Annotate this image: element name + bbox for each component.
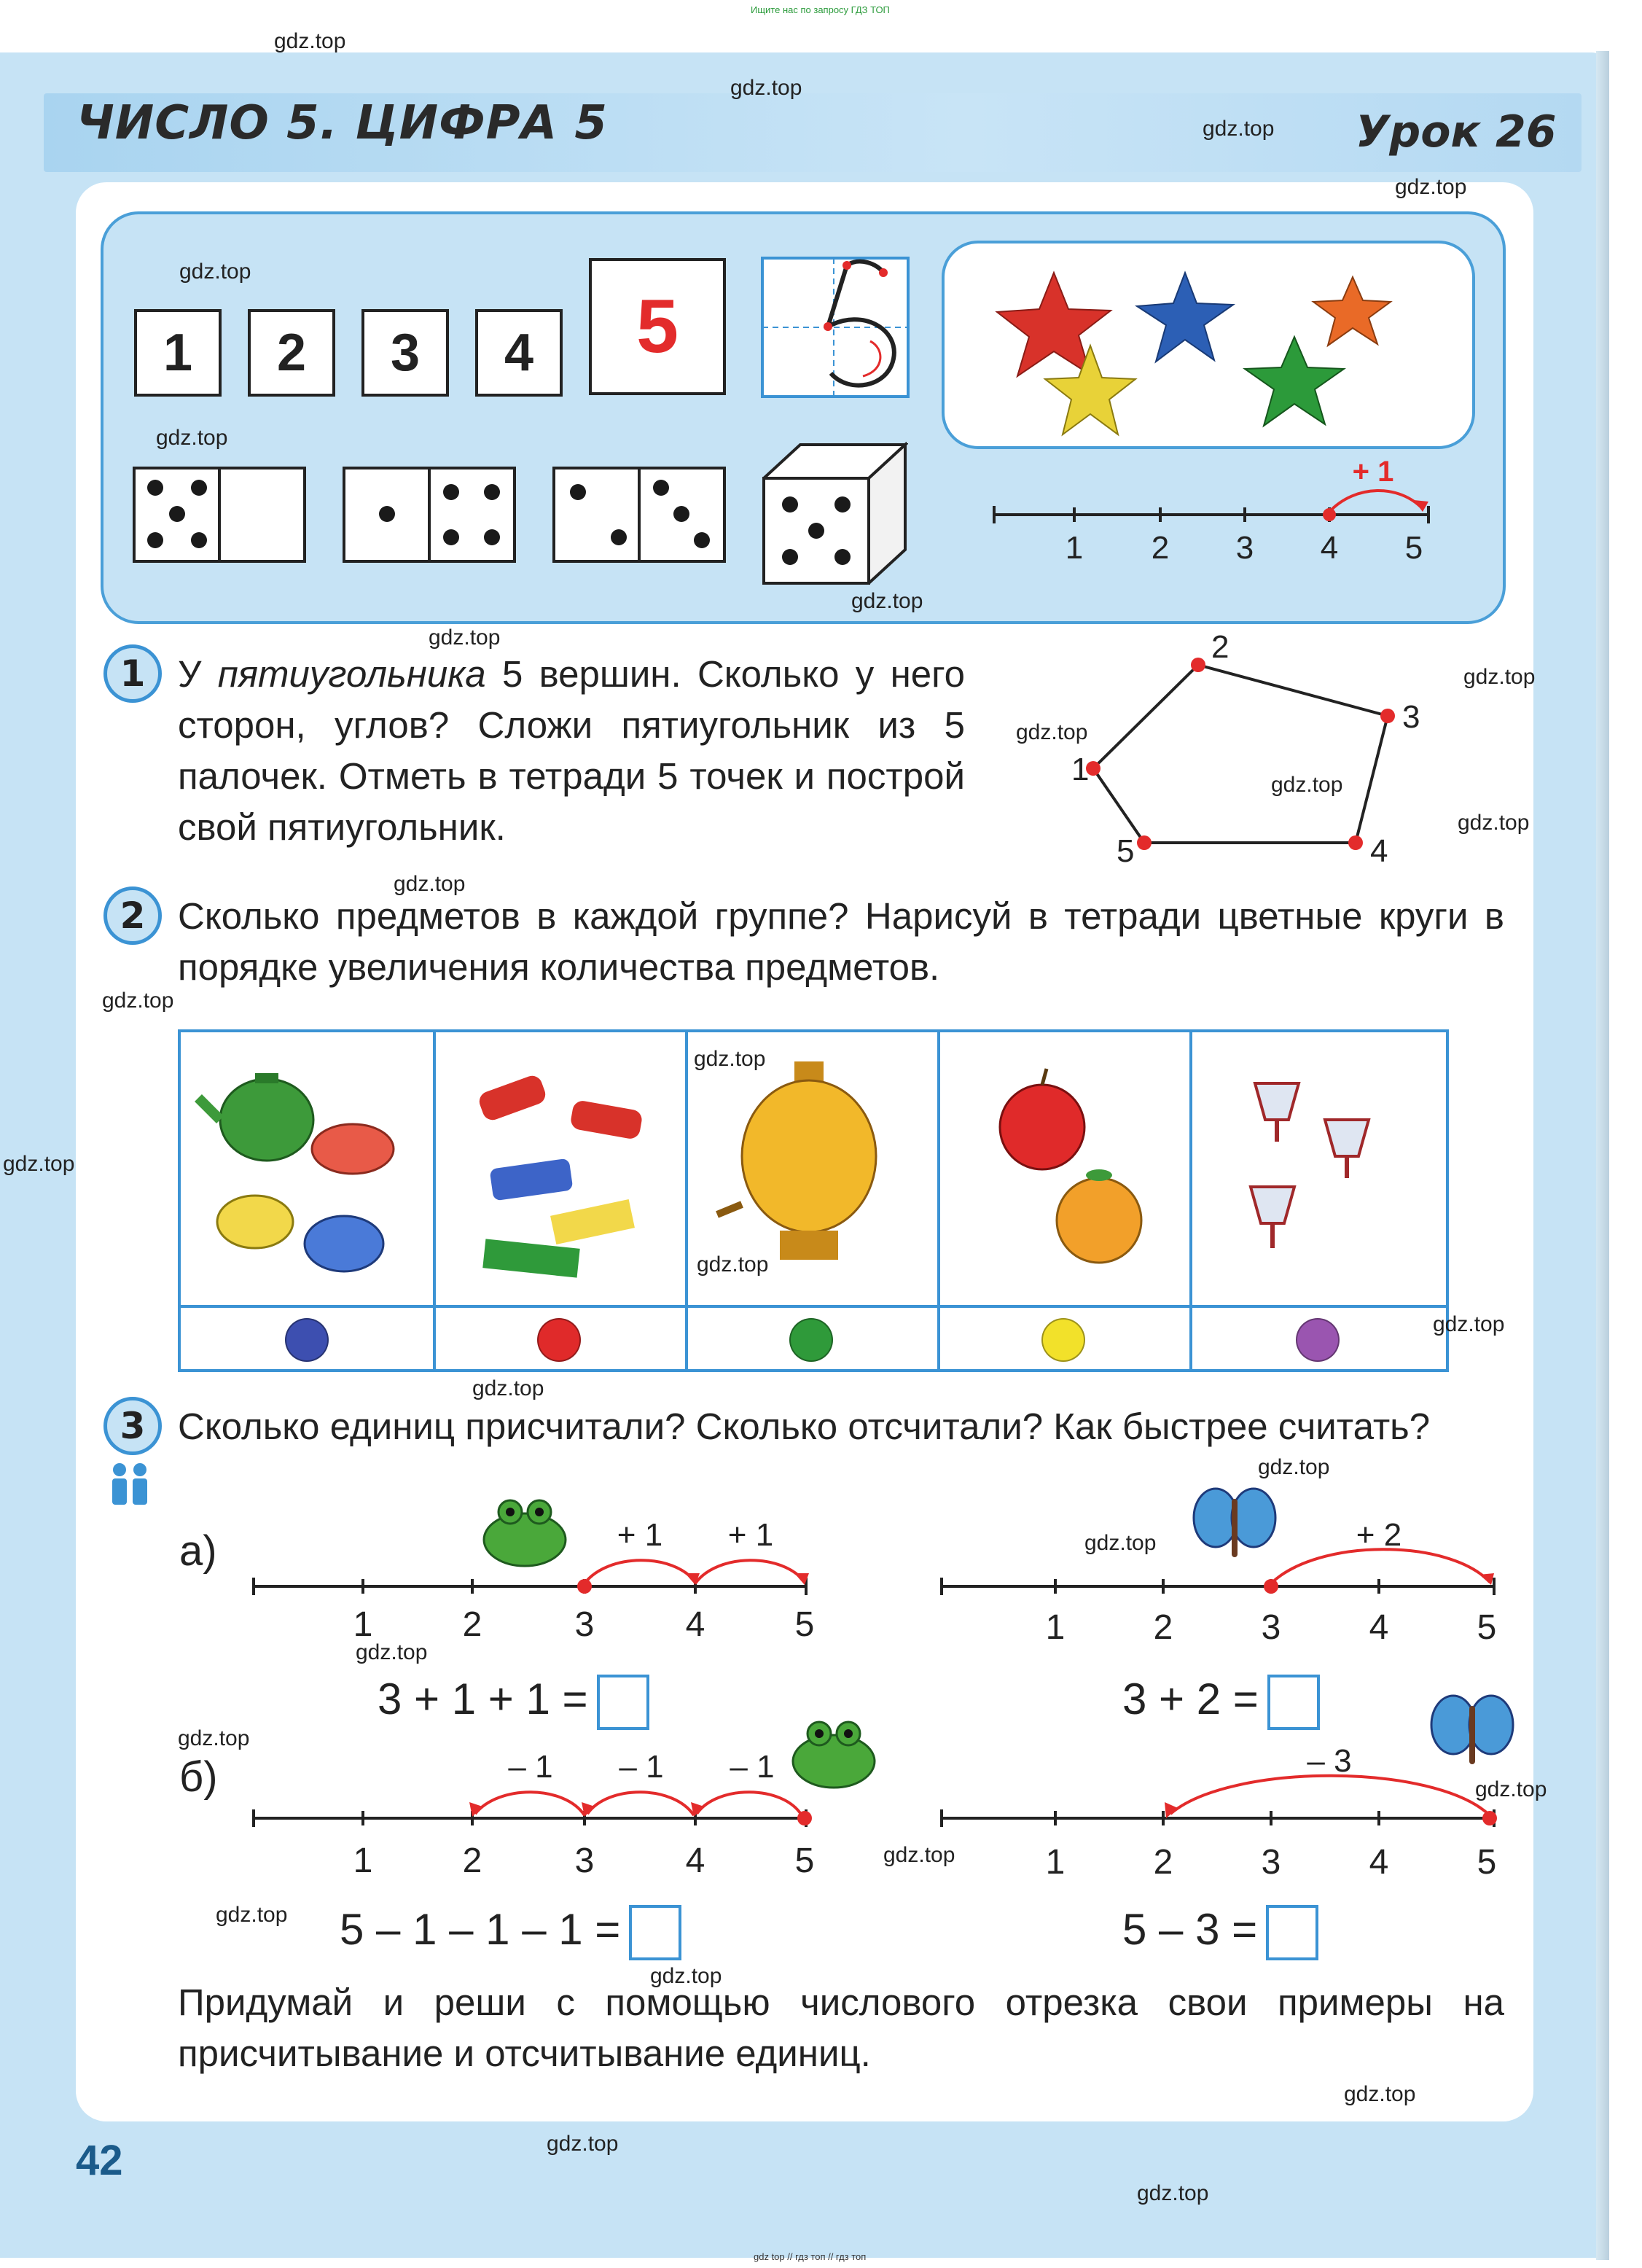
answer-box-b-left[interactable] <box>629 1905 681 1960</box>
color-circle-purple <box>1296 1318 1340 1362</box>
b-right-tick-5: 5 <box>1477 1843 1497 1879</box>
intro-jump-label: + 1 <box>1352 459 1394 488</box>
watermark: gdz.top <box>1433 1312 1505 1336</box>
b-right-tick-4: 4 <box>1369 1843 1389 1879</box>
task-2-number: 2 <box>103 886 162 945</box>
watermark: gdz.top <box>3 1152 75 1176</box>
watermark: gdz.top <box>178 1726 250 1750</box>
answer-box-a-right[interactable] <box>1267 1675 1320 1730</box>
intro-tick-label-2: 2 <box>1151 530 1170 566</box>
watermark: gdz.top <box>356 1640 428 1664</box>
watermark: gdz.top <box>1344 2082 1416 2106</box>
intro-tick-label-1: 1 <box>1065 530 1084 566</box>
task-1-text: У пятиугольника 5 вершин. Сколько у него сторон, углов? Сложи пятиугольник из 5 палочек. Отметь в тетради 5 точек и построй свой пятиугольник. <box>178 653 965 848</box>
answer-box-b-right[interactable] <box>1266 1905 1318 1960</box>
equation-a-left: 3 + 1 + 1 = <box>378 1674 649 1730</box>
numberline-b-right <box>939 1748 1507 1879</box>
watermark: gdz.top <box>1016 720 1088 744</box>
watermark: gdz.top <box>1137 2181 1209 2205</box>
watermark: gdz.top <box>730 76 802 100</box>
watermark: gdz.top <box>472 1376 544 1400</box>
intro-tick-label-3: 3 <box>1235 530 1254 566</box>
die-five <box>762 442 908 585</box>
watermark: gdz.top <box>1458 811 1530 835</box>
a-left-tick-1: 1 <box>353 1605 373 1644</box>
a-left-tick-5: 5 <box>794 1605 815 1644</box>
b-right-tick-1: 1 <box>1045 1843 1066 1879</box>
task-3-number: 3 <box>103 1397 162 1455</box>
b-left-tick-5: 5 <box>794 1842 815 1879</box>
task-3-text: Сколько единиц присчитали? Сколько отсчитали? Как быстрее считать? <box>178 1406 1431 1447</box>
number-card-4: 4 <box>475 309 563 397</box>
intro-number-line <box>991 459 1443 576</box>
a-left-jump-1: + 1 <box>617 1517 663 1553</box>
b-right-tick-3: 3 <box>1261 1843 1281 1879</box>
watermark: gdz.top <box>274 29 346 53</box>
b-left-tick-2: 2 <box>462 1842 482 1879</box>
color-circle-yellow <box>1041 1318 1085 1362</box>
page-number: 42 <box>76 2137 123 2184</box>
a-left-tick-3: 3 <box>574 1605 595 1644</box>
equation-a-right: 3 + 2 = <box>1122 1674 1320 1730</box>
starfish-illustration <box>945 243 1472 446</box>
domino-2-3 <box>552 467 726 563</box>
top-watermark: Ищите нас по запросу ГДЗ ТОП <box>751 4 890 15</box>
group-5-circle-cell <box>1189 1305 1446 1372</box>
equation-b-right: 5 – 3 = <box>1122 1904 1318 1960</box>
watermark: gdz.top <box>216 1903 288 1927</box>
groups-table <box>178 1029 1449 1372</box>
pentagon-vertex-2: 2 <box>1211 629 1229 665</box>
page-edge <box>1596 51 1609 2260</box>
task-1-number: 1 <box>103 644 162 703</box>
color-circle-green <box>789 1318 833 1362</box>
watermark: gdz.top <box>179 260 251 284</box>
a-right-jump: + 2 <box>1356 1517 1402 1553</box>
a-right-tick-3: 3 <box>1261 1608 1281 1647</box>
group-1-circle-cell <box>181 1305 436 1372</box>
number-card-3: 3 <box>361 309 449 397</box>
a-right-tick-4: 4 <box>1369 1608 1389 1647</box>
numberline-a-left <box>251 1516 819 1648</box>
number-card-1: 1 <box>134 309 222 397</box>
group-candies <box>433 1032 688 1305</box>
starfish-panel <box>942 241 1475 449</box>
pentagon-vertex-1: 1 <box>1071 752 1090 787</box>
watermark: gdz.top <box>429 626 501 650</box>
label-b: б) <box>179 1753 218 1801</box>
watermark: gdz.top <box>694 1047 766 1071</box>
lesson-label: Урок 26 <box>1356 106 1557 157</box>
b-left-jump-2: – 1 <box>619 1749 664 1785</box>
watermark: gdz.top <box>1258 1455 1330 1479</box>
pentagon-vertex-4: 4 <box>1370 833 1388 869</box>
intro-tick-label-4: 4 <box>1320 530 1339 566</box>
watermark: gdz.top <box>883 1843 955 1867</box>
answer-box-a-left[interactable] <box>597 1675 649 1730</box>
b-right-tick-2: 2 <box>1153 1843 1173 1879</box>
domino-5-0 <box>133 467 306 563</box>
equation-b-left: 5 – 1 – 1 – 1 = <box>340 1904 681 1960</box>
b-left-tick-3: 3 <box>574 1842 595 1879</box>
watermark: gdz.top <box>156 426 228 450</box>
watermark: gdz.top <box>1271 773 1343 797</box>
a-right-tick-1: 1 <box>1045 1608 1066 1647</box>
a-left-tick-2: 2 <box>462 1605 482 1644</box>
watermark: gdz.top <box>547 2132 619 2156</box>
a-right-tick-5: 5 <box>1477 1608 1497 1647</box>
number-card-5: 5 <box>589 258 726 395</box>
color-circle-red <box>537 1318 581 1362</box>
label-a: а) <box>179 1527 217 1575</box>
watermark: gdz.top <box>851 589 923 613</box>
watermark: gdz.top <box>1084 1531 1157 1555</box>
watermark: gdz.top <box>697 1252 769 1277</box>
watermark: gdz.top <box>650 1964 722 1988</box>
closing-text: Придумай и реши с помощью числового отрезка свои примеры на присчитывание и отсчитывание единиц. <box>178 1981 1504 2074</box>
numberline-b-left <box>251 1748 819 1879</box>
group-4-circle-cell <box>937 1305 1192 1372</box>
pentagon-vertex-5: 5 <box>1117 833 1135 869</box>
group-3-circle-cell <box>685 1305 940 1372</box>
a-right-tick-2: 2 <box>1153 1608 1173 1647</box>
b-left-jump-1: – 1 <box>508 1749 553 1785</box>
digit-5-writing-guide <box>761 257 914 402</box>
watermark: gdz.top <box>1395 175 1467 199</box>
b-left-tick-4: 4 <box>685 1842 705 1879</box>
watermark: gdz.top <box>1463 665 1536 689</box>
numberline-a-right <box>939 1516 1507 1648</box>
pentagon-diagram <box>1049 627 1458 875</box>
domino-1-4 <box>343 467 516 563</box>
b-right-jump: – 3 <box>1307 1748 1352 1779</box>
b-left-jump-3: – 1 <box>730 1749 775 1785</box>
a-left-jump-2: + 1 <box>727 1517 774 1553</box>
group-glasses <box>1189 1032 1446 1305</box>
task-2-text: Сколько предметов в каждой группе? Нарисуй в тетради цветные круги в порядке увеличения количества предметов. <box>178 895 1504 988</box>
watermark: gdz.top <box>394 872 466 896</box>
intro-tick-label-5: 5 <box>1404 530 1423 566</box>
group-tea-set <box>181 1032 436 1305</box>
color-circle-blue <box>285 1318 329 1362</box>
b-left-tick-1: 1 <box>353 1842 373 1879</box>
watermark: gdz.top <box>1475 1777 1547 1801</box>
watermark: gdz.top <box>102 989 174 1013</box>
page-title: ЧИСЛО 5. ЦИФРА 5 <box>77 96 608 150</box>
number-card-2: 2 <box>248 309 335 397</box>
pentagon-vertex-3: 3 <box>1402 699 1420 735</box>
group-fruits <box>937 1032 1192 1305</box>
watermark: gdz.top <box>1203 117 1275 141</box>
a-left-tick-4: 4 <box>685 1605 705 1644</box>
footer-watermark: gdz top // гдз топ // гдз топ <box>754 2251 867 2262</box>
group-2-circle-cell <box>433 1305 688 1372</box>
pair-work-icon <box>106 1461 153 1508</box>
